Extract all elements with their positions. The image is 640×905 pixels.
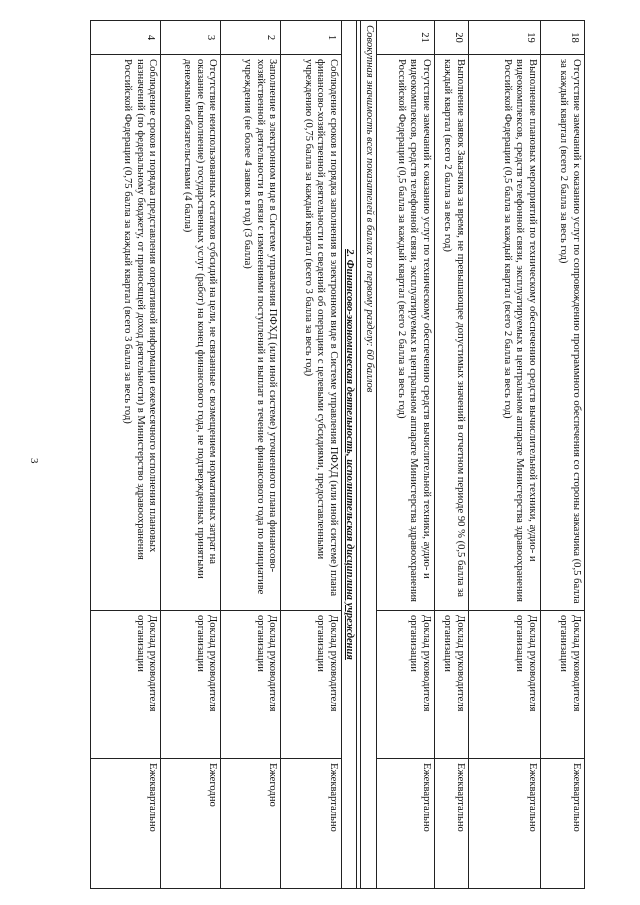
criterion-text: Заполнение в электронном виде в Системе управления ПФХД (или иной системе) уточненного плана финансово-хозяйственной деятельности в связи с изменениями поступлений и выплат в течение финансового года по инициативе учреждения (не более 4 заявок в год) (3 балла) xyxy=(221,55,281,611)
row-number: 3 xyxy=(161,21,221,55)
section-heading-row xyxy=(341,21,357,889)
criteria-table xyxy=(90,20,585,889)
reporting-period: Ежеквартально xyxy=(434,759,468,889)
rotated-page-content xyxy=(90,20,585,888)
reporting-period: Ежеквартально xyxy=(540,759,584,889)
reporting-period: Ежеквартально xyxy=(468,759,540,889)
criterion-text: Соблюдение сроков и порядка заполнения в электронном виде в Системе управления ПФХД (или иной системе) плана финансово-хозяйственной деятельности и сведений об операциях с целевыми субсидиями, предоставленными учреждению (0,75 балла за каждый квартал (всего 3 балла за весь год) xyxy=(281,55,341,611)
report-source: Доклад руководителя организации xyxy=(468,611,540,759)
report-source: Доклад руководителя организации xyxy=(91,611,161,759)
report-source: Доклад руководителя организации xyxy=(434,611,468,759)
reporting-period: Ежегодно xyxy=(221,759,281,889)
report-source: Доклад руководителя организации xyxy=(221,611,281,759)
reporting-period: Ежеквартально xyxy=(91,759,161,889)
criterion-text: Выполнение заявок Заказчика за время, не превышающее допустимых значений в отчетном периоде 90 % (0,5 балла за каждый квартал (всего 2 балла за весь год) xyxy=(434,55,468,611)
row-number: 18 xyxy=(540,21,584,55)
page-number: 3 xyxy=(28,458,40,464)
reporting-period: Ежеквартально xyxy=(281,759,341,889)
row-number: 1 xyxy=(281,21,341,55)
row-number: 19 xyxy=(468,21,540,55)
table-row xyxy=(540,21,584,889)
table-row xyxy=(468,21,540,889)
report-source: Доклад руководителя организации xyxy=(540,611,584,759)
section-summary: Совокупная значимость всех показателей в баллах по первому разделу: 60 баллов xyxy=(361,21,377,889)
table-row xyxy=(161,21,221,889)
report-source: Доклад руководителя организации xyxy=(161,611,221,759)
row-number: 20 xyxy=(434,21,468,55)
row-number: 21 xyxy=(376,21,434,55)
criterion-text: Отсутствие замечаний к оказанию услуг по сопровождению программного обеспечения со стороны заказчика (0,5 балла за каждый квартал (всего 2 балла за весь год) xyxy=(540,55,584,611)
reporting-period: Ежегодно xyxy=(161,759,221,889)
criterion-text: Отсутствие замечаний к оказанию услуг по техническому обеспечению средств вычислительной техники, аудио- и видеокомплексов, средств телефонной связи, эксплуатируемых в центральном аппарате Министерства здравоохранения Российской Федерации (0,5 балла за каждый квартал (всего 2 балла за весь год) xyxy=(376,55,434,611)
spacer-row xyxy=(357,21,361,889)
reporting-period: Ежеквартально xyxy=(376,759,434,889)
table-row xyxy=(281,21,341,889)
section-heading: 2. Финансово-экономическая деятельность, исполнительская дисциплина учреждения xyxy=(341,21,357,889)
row-number: 2 xyxy=(221,21,281,55)
table-row xyxy=(221,21,281,889)
table-row xyxy=(91,21,161,889)
criterion-text: Соблюдение сроков и порядка представления оперативной информации ежемесячного исполнения плановых назначений (по федеральному бюджету, от приносящей доход деятельности) в Министерство здравоохранения Российской Федерации (0,75 балла за каждый квартал (всего 3 балла за весь год) xyxy=(91,55,161,611)
report-source: Доклад руководителя организации xyxy=(376,611,434,759)
table-row xyxy=(434,21,468,889)
row-number: 4 xyxy=(91,21,161,55)
section-summary-row xyxy=(361,21,377,889)
criterion-text: Выполнение плановых мероприятий по техническому обеспечению средств вычислительной техники, аудио- и видеокомплексов, средств телефонной связи, эксплуатируемых в центральном аппарате Министерства здравоохранения Российской Федерации (0,5 балла за каждый квартал (всего 2 балла за весь год) xyxy=(468,55,540,611)
table-row xyxy=(376,21,434,889)
criterion-text: Отсутствие неиспользованных остатков субсидий на цели, не связанные с возмещением нормативных затрат на оказание (выполнение) государственных услуг (работ) на конец финансового года, не подтвержденных принятыми денежными обязательствами (4 балла) xyxy=(161,55,221,611)
report-source: Доклад руководителя организации xyxy=(281,611,341,759)
